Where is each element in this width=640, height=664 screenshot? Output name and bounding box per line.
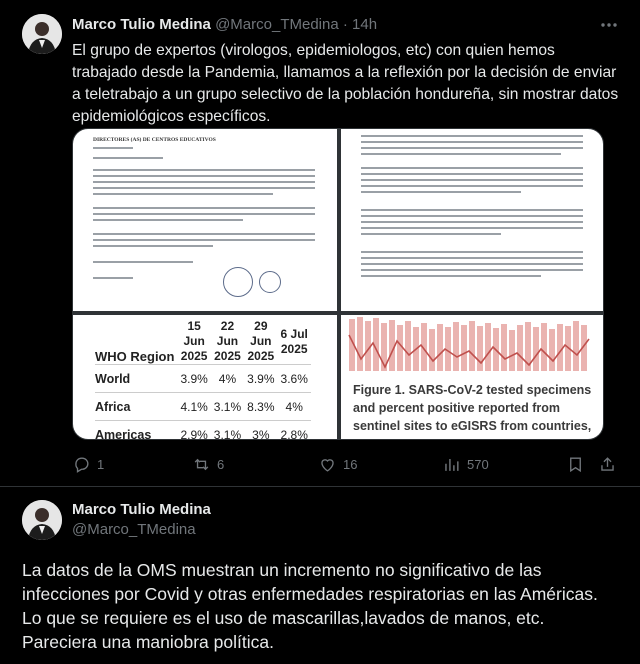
tweet-text: La datos de la OMS muestran un incremento no significativo de las infecciones por Covid y otras enfermedades respiratorias en las Américas. Lo que se requiere es el uso de mascarillas,lavados de manos, etc. Pareciera una maniobra política. (22, 560, 598, 652)
document-line (93, 245, 213, 247)
document-line (361, 221, 583, 223)
seal-stamp (259, 271, 281, 293)
avatar-image (22, 500, 62, 540)
reply-icon (72, 455, 91, 474)
author-name[interactable]: Marco Tulio Medina (72, 501, 211, 518)
views-button[interactable] (442, 452, 489, 476)
share-icon (598, 455, 617, 474)
document-line (361, 173, 583, 175)
document-line (93, 193, 273, 195)
document-heading: DIRECTORES (AS) DE CENTROS EDUCATIVOS (93, 137, 216, 143)
document-line (361, 167, 583, 169)
document-line (361, 147, 583, 149)
column-header: 15 Jun 2025 (180, 319, 208, 363)
media-image-who-table[interactable] (73, 315, 337, 440)
tweet-actions (72, 452, 620, 476)
column-header: 22 Jun 2025 (214, 319, 241, 363)
document-line (93, 213, 315, 215)
author-handle[interactable]: @Marco_TMedina (215, 16, 339, 33)
document-line (361, 135, 583, 137)
document-line (361, 257, 583, 259)
repost-icon (192, 455, 211, 474)
avatar[interactable] (22, 14, 62, 54)
like-icon (318, 455, 337, 474)
document-line (93, 157, 163, 159)
chart-thumbnail (341, 315, 604, 377)
table-row: Americas 2.9% 3.1% 3% 2.8% (95, 421, 311, 441)
bookmark-icon (566, 455, 585, 474)
document-line (361, 191, 521, 193)
tweet-header (72, 500, 211, 540)
who-positivity-table (95, 319, 311, 440)
bookmark-button[interactable] (566, 452, 591, 476)
document-line (361, 215, 583, 217)
seal-stamp (223, 267, 253, 297)
document-line (361, 209, 583, 211)
document-line (361, 227, 583, 229)
document-line (93, 207, 315, 209)
repost-count: 6 (217, 456, 225, 472)
views-icon (442, 455, 461, 474)
document-line (93, 181, 315, 183)
views-count: 570 (467, 456, 489, 472)
document-line (93, 277, 133, 279)
figure-caption: Figure 1. SARS-CoV-2 tested specimens and percent positive reported from sentinel sites to eGISRS from countries, (353, 383, 592, 433)
document-line (93, 187, 315, 189)
tweet-text: El grupo de expertos (virologos, epidemiologos, etc) con quien hemos trabajado desde la Pandemia, llamamos a la reflexión por la decisión de enviar a teletrabajo a un grupo selectivo de la población hondureña, sin mostrar datos epidemiológicos específicos. (72, 42, 619, 125)
more-icon[interactable] (598, 14, 620, 36)
document-line (361, 263, 583, 265)
column-header: 6 Jul 2025 (280, 326, 308, 356)
document-line (361, 179, 583, 181)
like-button[interactable] (318, 452, 357, 476)
document-line (93, 239, 315, 241)
media-image-who-figure[interactable] (341, 315, 604, 440)
document-line (361, 185, 583, 187)
timestamp[interactable]: 14h (352, 16, 378, 33)
avatar-image (22, 14, 62, 54)
like-count: 16 (343, 456, 358, 472)
media-grid[interactable] (72, 128, 604, 440)
document-line (361, 141, 583, 143)
reply-count: 1 (97, 456, 105, 472)
table-row: Africa 4.1% 3.1% 8.3% 4% (95, 393, 311, 421)
repost-button[interactable] (192, 452, 224, 476)
share-button[interactable] (598, 452, 623, 476)
document-line (93, 169, 315, 171)
media-image-document[interactable] (73, 129, 337, 311)
document-line (361, 153, 561, 155)
document-line (361, 269, 583, 271)
reply-button[interactable] (72, 452, 104, 476)
column-header: 29 Jun 2025 (247, 319, 275, 363)
document-line (93, 175, 315, 177)
document-line (93, 233, 315, 235)
separator: · (342, 16, 348, 33)
tweet-header (72, 15, 377, 35)
document-line (361, 233, 501, 235)
document-line (361, 251, 583, 253)
document-line (93, 261, 193, 263)
document-line (93, 219, 243, 221)
document-line (93, 147, 133, 149)
author-handle[interactable]: @Marco_TMedina (72, 521, 196, 538)
column-header-region: WHO Region (95, 349, 175, 364)
table-row: World 3.9% 4% 3.9% 3.6% (95, 365, 311, 393)
author-name[interactable]: Marco Tulio Medina (72, 16, 211, 33)
document-line (361, 275, 541, 277)
media-image-document-page[interactable] (341, 129, 604, 311)
avatar[interactable] (22, 500, 62, 540)
